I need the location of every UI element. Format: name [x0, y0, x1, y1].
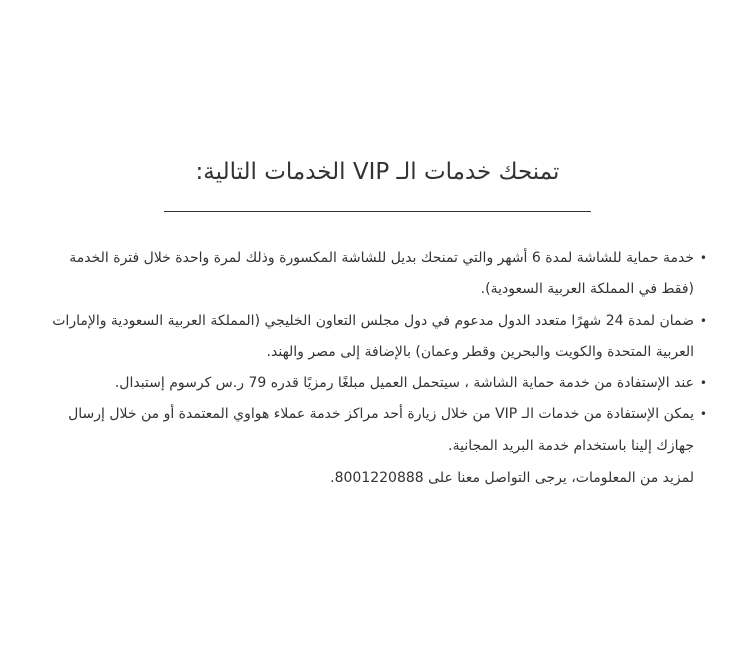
bullet-icon: • [699, 407, 707, 422]
heading-divider [164, 211, 591, 212]
bullet-icon: • [699, 251, 707, 265]
section-heading: تمنحك خدمات الـ VIP الخدمات التالية: [195, 159, 560, 185]
services-list [47, 243, 707, 462]
bullet-icon: • [699, 313, 707, 328]
list-item-text: خدمة حماية للشاشة لمدة 6 أشهر والتي تمنحك بديل للشاشة المكسورة وذلك لمرة واحدة خلال فترة الخدمة (فقط في المملكة العربية السعودية). [69, 250, 694, 298]
list-item-text: يمكن الإستفادة من خدمات الـ VIP من خلال زيارة أحد مراكز خدمة عملاء هواوي المعتمدة أو من خلال إرسال جهازك إلينا باستخدام خدمة البريد المجانية. [68, 406, 694, 454]
list-item [47, 399, 707, 462]
list-item [47, 243, 707, 306]
list-item-text: ضمان لمدة 24 شهرًا متعدد الدول مدعوم في دول مجلس التعاون الخليجي (المملكة العربية السعودية والإمارات العربية المتحدة والكويت والبحرين وقطر وعمان) بالإضافة إلى مصر والهند. [52, 312, 694, 360]
list-item [47, 306, 707, 369]
contact-note: لمزيد من المعلومات، يرجى التواصل معنا على 8001220888. [330, 470, 694, 486]
list-item [47, 368, 707, 399]
list-item-text: عند الإستفادة من خدمة حماية الشاشة ، سيتحمل العميل مبلغًا رمزيًا قدره 79 ر.س كرسوم إستبدال. [114, 375, 694, 392]
bullet-icon: • [699, 376, 707, 391]
